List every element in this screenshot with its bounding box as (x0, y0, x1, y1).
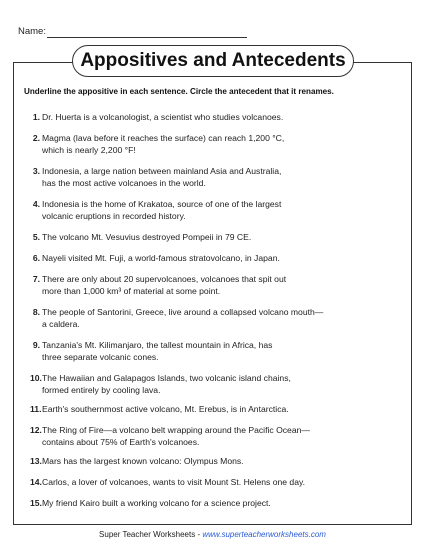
item-number: 8. (32, 307, 40, 317)
footer-brand: Super Teacher Worksheets - (99, 530, 203, 539)
item-number: 9. (32, 340, 40, 350)
item-number: 7. (32, 274, 40, 284)
item-number: 2. (32, 133, 40, 143)
item-number: 5. (32, 232, 40, 242)
item-text: Mars has the largest known volcano: Olympus Mons. (42, 456, 244, 466)
name-line[interactable] (47, 37, 247, 38)
footer (0, 530, 425, 539)
name-label: Name: (18, 26, 46, 37)
item-text: Indonesia, a large nation between mainland Asia and Australia, has the most active volcanoes in the world. (42, 166, 282, 188)
item-number: 12. (30, 425, 42, 435)
item-text: The Hawaiian and Galapagos Islands, two volcanic island chains, formed entirely by cooling lava. (42, 373, 291, 395)
item-number: 14. (30, 477, 42, 487)
item-number: 1. (32, 112, 40, 122)
item-text: Nayeli visited Mt. Fuji, a world-famous stratovolcano, in Japan. (42, 253, 280, 263)
item-text: Magma (lava before it reaches the surface) can reach 1,200 °C, which is nearly 2,200 °F! (42, 133, 285, 155)
item-number: 4. (32, 199, 40, 209)
item-text: My friend Kairo built a working volcano for a science project. (42, 498, 271, 508)
worksheet-title (72, 45, 354, 77)
item-number: 3. (32, 166, 40, 176)
item-text: Indonesia is the home of Krakatoa, source of one of the largest volcanic eruptions in recorded history. (42, 199, 282, 221)
item-number: 10. (30, 373, 42, 383)
instructions: Underline the appositive in each sentence. Circle the antecedent that it renames. (24, 87, 334, 96)
item-text: There are only about 20 supervolcanoes, volcanoes that spit out more than 1,000 km³ of material at some point. (42, 274, 287, 296)
item-text: Earth's southernmost active volcano, Mt. Erebus, is in Antarctica. (42, 404, 289, 414)
item-number: 15. (30, 498, 42, 508)
item-text: Tanzania's Mt. Kilimanjaro, the tallest mountain in Africa, has three separate volcanic cones. (42, 340, 273, 362)
item-text: Dr. Huerta is a volcanologist, a scientist who studies volcanoes. (42, 112, 284, 122)
item-text: Carlos, a lover of volcanoes, wants to visit Mount St. Helens one day. (42, 477, 306, 487)
title-text: Appositives and Antecedents (80, 50, 346, 71)
item-number: 6. (32, 253, 40, 263)
item-number: 13. (30, 456, 42, 466)
item-text: The people of Santorini, Greece, live around a collapsed volcano mouth— a caldera. (42, 307, 324, 329)
item-text: The Ring of Fire—a volcano belt wrapping around the Pacific Ocean— contains about 75% of Earth's volcanoes. (42, 425, 310, 447)
footer-link[interactable]: www.superteacherworksheets.com (202, 530, 326, 539)
item-text: The volcano Mt. Vesuvius destroyed Pompeii in 79 CE. (42, 232, 252, 242)
item-number: 11. (30, 404, 42, 414)
